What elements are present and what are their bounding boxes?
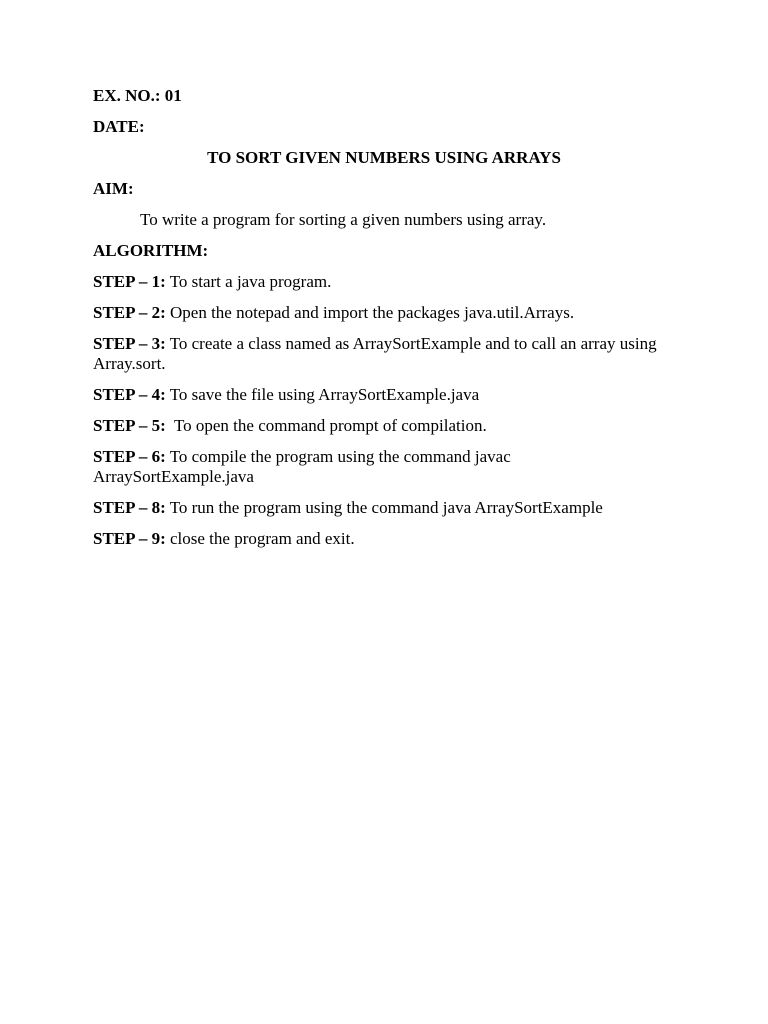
step-label: STEP – 3: — [93, 334, 166, 353]
step-item — [93, 334, 658, 374]
date-label: DATE: — [93, 117, 145, 136]
step-text: Open the notepad and import the packages java.util.Arrays. — [165, 303, 575, 322]
step-item — [93, 498, 658, 518]
step-label: STEP – 4: — [93, 385, 166, 404]
step-item — [93, 303, 658, 323]
step-item — [93, 447, 658, 487]
step-text: To start a java program. — [165, 272, 332, 291]
step-label: STEP – 8: — [93, 498, 166, 517]
document-title: TO SORT GIVEN NUMBERS USING ARRAYS — [207, 148, 561, 167]
step-text: To create a class named as ArraySortExample and to call an array using Array.sort. — [93, 334, 657, 373]
step-item — [93, 416, 658, 436]
step-label: STEP – 5: — [93, 416, 166, 435]
aim-text: To write a program for sorting a given numbers using array. — [140, 210, 547, 229]
step-label: STEP – 2: — [93, 303, 166, 322]
step-text: To run the program using the command java ArraySortExample — [165, 498, 603, 517]
step-text: close the program and exit. — [165, 529, 355, 548]
step-item — [93, 272, 658, 292]
aim-heading: AIM: — [93, 179, 134, 198]
step-item — [93, 529, 658, 549]
algorithm-steps — [93, 272, 658, 549]
step-text: To open the command prompt of compilation. — [165, 416, 487, 435]
algorithm-heading: ALGORITHM: — [93, 241, 209, 260]
step-text: To compile the program using the command javac ArraySortExample.java — [93, 447, 511, 486]
step-label: STEP – 6: — [93, 447, 166, 466]
step-label: STEP – 1: — [93, 272, 166, 291]
step-text: To save the file using ArraySortExample.java — [165, 385, 480, 404]
step-label: STEP – 9: — [93, 529, 166, 548]
exercise-number: EX. NO.: 01 — [93, 86, 182, 105]
step-item — [93, 385, 658, 405]
